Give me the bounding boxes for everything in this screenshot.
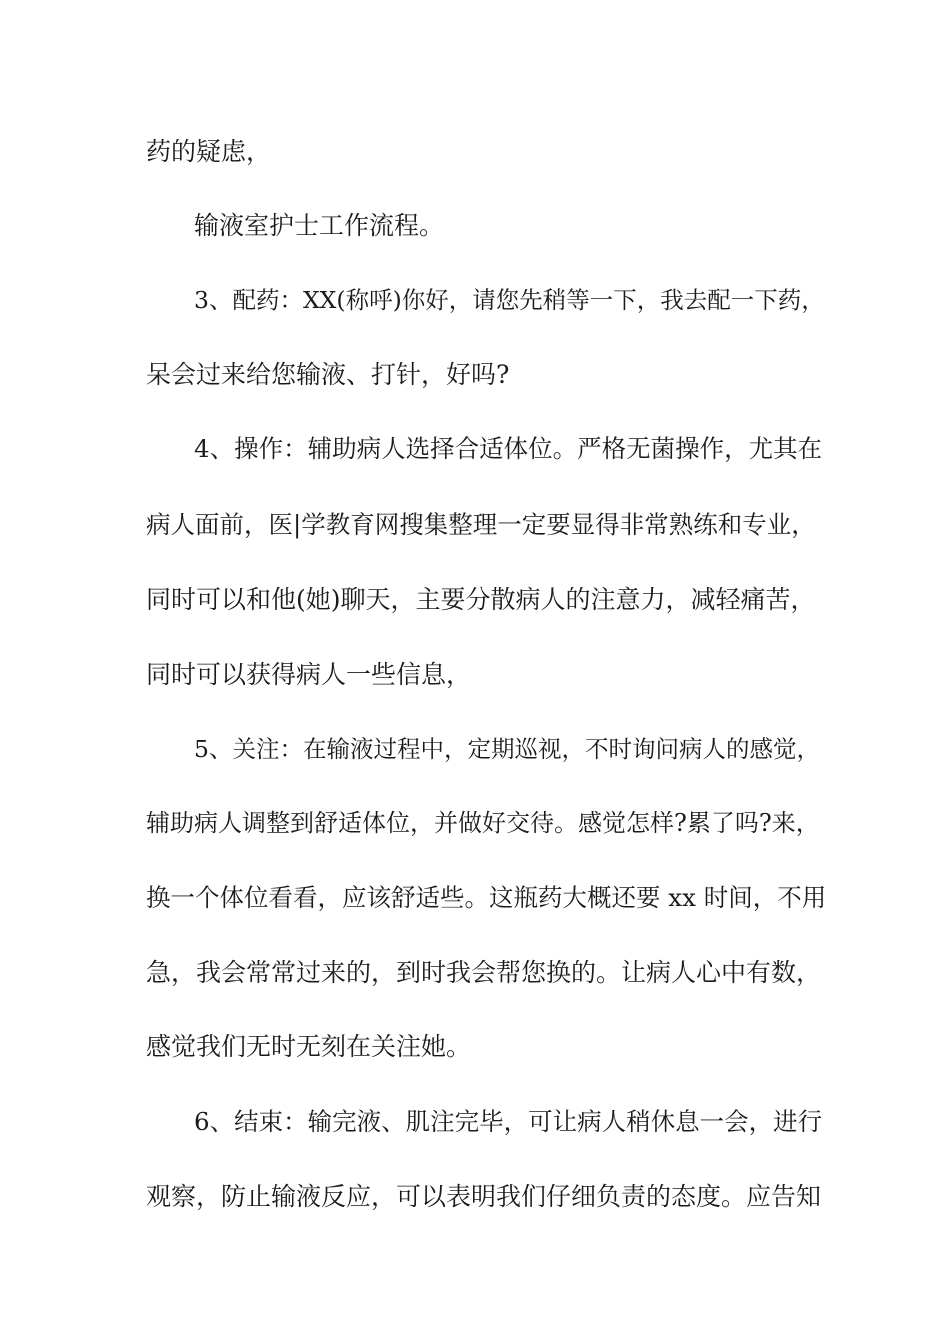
- text-line: 换一个体位看看，应该舒适些。这瓶药大概还要 xx 时间，不用: [146, 883, 826, 912]
- text-line: 呆会过来给您输液、打针，好吗?: [146, 360, 510, 389]
- text-line-heading: 输液室护士工作流程。: [194, 211, 445, 240]
- text-line-step-4: 4、操作：辅助病人选择合适体位。严格无菌操作，尤其在: [194, 434, 823, 463]
- text-line-step-5: 5、关注：在输液过程中，定期巡视，不时询问病人的感觉，: [194, 735, 820, 763]
- text-line: 观察，防止输液反应，可以表明我们仔细负责的态度。应告知: [146, 1182, 822, 1211]
- text-line: 药的疑虑，: [146, 137, 272, 166]
- text-line-step-6: 6、结束：输完液、肌注完毕，可让病人稍休息一会，进行: [194, 1107, 823, 1136]
- text-line: 病人面前，医|学教育网搜集整理一定要显得非常熟练和专业，: [146, 510, 816, 539]
- text-line: 急，我会常常过来的，到时我会帮您换的。让病人心中有数，: [146, 958, 822, 987]
- text-line: 辅助病人调整到舒适体位，并做好交待。感觉怎样?累了吗?来，: [146, 809, 820, 837]
- text-line: 同时可以和他(她)聊天，主要分散病人的注意力，减轻痛苦，: [146, 585, 816, 614]
- text-line: 同时可以获得病人一些信息，: [146, 660, 472, 689]
- text-line-step-3: 3、配药：XX(称呼)你好，请您先稍等一下，我去配一下药，: [194, 286, 825, 314]
- text-line: 感觉我们无时无刻在关注她。: [146, 1032, 472, 1061]
